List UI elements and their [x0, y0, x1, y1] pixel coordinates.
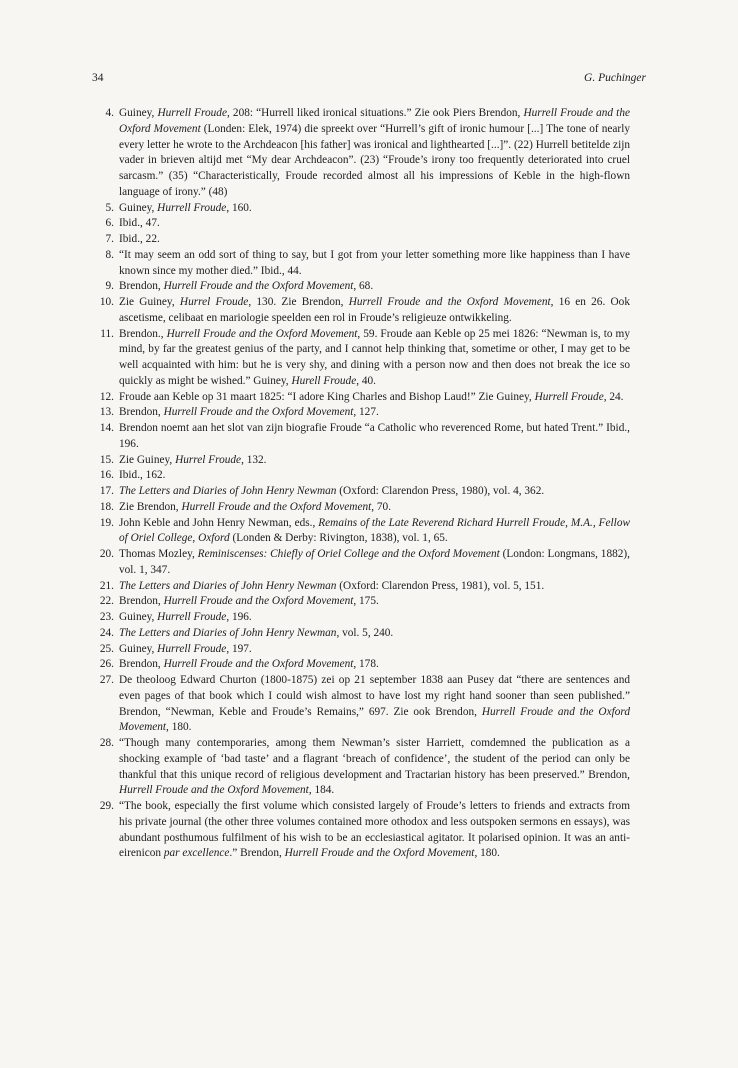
endnote-20	[92, 547, 630, 579]
endnote-10	[92, 295, 630, 327]
endnote-text: , 175.	[353, 595, 379, 608]
endnote-7	[92, 232, 630, 248]
endnote-text: , 178.	[353, 658, 379, 671]
page-number: 34	[92, 72, 104, 84]
endnote-text: , vol. 5, 240.	[336, 626, 394, 639]
endnote-number: 13 .	[92, 405, 114, 421]
endnote-26	[92, 657, 630, 673]
endnote-italic-title: Hurrel Froude	[179, 296, 249, 308]
endnote-number: 14 .	[92, 421, 114, 437]
endnote-28	[92, 736, 630, 799]
endnote-text: Brendon,	[119, 406, 164, 419]
endnote-29	[92, 799, 630, 862]
endnote-text: Brendon.,	[119, 327, 167, 340]
endnote-21	[92, 579, 630, 595]
endnote-12	[92, 390, 630, 406]
endnote-17	[92, 484, 630, 500]
endnote-text: Brendon,	[119, 280, 164, 293]
endnote-text: Zie Guiney,	[119, 453, 176, 466]
endnote-italic-title: The Letters and Diaries of John Henry Newman	[119, 579, 337, 592]
endnote-9	[92, 279, 630, 295]
endnote-italic-title: Remains of the Late Reverend Richard Hurrell Froude, M.A., Fellow of Oriel College, Oxford	[119, 516, 631, 545]
endnote-italic-title: Hurrell Froude and the Oxford Movement	[119, 784, 309, 797]
endnote-italic-title: Hurrell Froude and the Oxford Movement	[181, 500, 372, 513]
endnote-number: 24 .	[92, 626, 114, 642]
endnote-italic-title: Hurrell Froude and the Oxford Movement	[119, 705, 630, 734]
endnote-text: (Oxford: Clarendon Press, 1980), vol. 4, 362.	[336, 485, 545, 497]
endnote-text: , 180.	[474, 847, 500, 860]
endnote-text: Guiney,	[119, 611, 158, 623]
endnote-number: 22 .	[92, 594, 114, 610]
endnote-16	[92, 468, 630, 484]
endnote-text: “The book, especially the first volume which consisted largely of Froude’s letters to friends and extracts from his private journal (the other three volumes contained more othodox and less outspoken sermons en essays), was abundant posthumous fulfilment of his wish to be an ecclesiastical agitator. It polarised opinion. It was an anti-eirenicon	[119, 800, 630, 860]
endnote-number: 19 .	[92, 516, 114, 532]
endnote-text: Brendon noemt aan het slot van zijn biografie Froude “a Catholic who reverenced Rome, but hated Trent.” Ibid., 196.	[119, 422, 630, 450]
endnote-text: , 24.	[603, 390, 624, 403]
running-head-author: G. Puchinger	[584, 72, 646, 84]
endnote-text: (London: Longmans, 1882), vol. 1, 347.	[119, 548, 630, 576]
endnote-number: 20 .	[92, 547, 114, 563]
endnote-8	[92, 248, 630, 280]
endnote-number: 26 .	[92, 657, 114, 673]
endnote-14	[92, 421, 630, 453]
endnote-number: 23 .	[92, 610, 114, 626]
endnote-text: , 184.	[308, 784, 335, 797]
running-header	[92, 72, 646, 84]
endnote-5	[92, 201, 630, 217]
endnote-11	[92, 327, 630, 390]
endnote-text: Brendon,	[119, 658, 164, 671]
endnote-22	[92, 594, 630, 610]
endnote-number: 25 .	[92, 642, 114, 658]
endnote-text: , 130. Zie Brendon,	[248, 296, 349, 308]
endnote-number: 9 .	[92, 279, 114, 295]
endnote-15	[92, 453, 630, 469]
endnote-text: (Oxford: Clarendon Press, 1981), vol. 5, 151.	[336, 579, 545, 592]
endnote-number: 8 .	[92, 248, 114, 264]
endnote-27	[92, 673, 630, 736]
endnote-text: , 70.	[371, 500, 392, 513]
endnote-italic-title: The Letters and Diaries of John Henry Newman	[119, 485, 337, 497]
endnote-text: , 160.	[226, 201, 252, 214]
endnote-number: 12 .	[92, 390, 114, 406]
endnote-4	[92, 106, 630, 201]
endnote-text: “Though many contemporaries, among them Newman’s sister Harriett, comdemned the publication as a shocking example of ‘bad taste’ and a flagrant ‘breach of confidence’, the student of the period can only be thankful that this unique record of religious development and Tractarian history has been preserved.” Brendon,	[119, 737, 630, 781]
endnote-italic-title: The Letters and Diaries of John Henry Newman	[119, 626, 337, 639]
endnote-text: , 197.	[226, 642, 252, 655]
endnote-italic-title: Reminiscenses: Chiefly of Oriel College and the Oxford Movement	[197, 548, 500, 560]
endnote-italic-title: Hurrell Froude and the Oxford Movement	[163, 658, 354, 671]
endnote-number: 5 .	[92, 201, 114, 217]
endnote-italic-title: Hurrell Froude	[534, 390, 604, 403]
endnote-text: Guiney,	[119, 107, 158, 119]
endnote-italic-title: Hurrell Froude and the Oxford Movement	[163, 595, 354, 608]
endnote-19	[92, 516, 630, 548]
endnote-text: , 68.	[353, 280, 374, 293]
endnote-number: 17 .	[92, 484, 114, 500]
endnote-italic-title: Hurrell Froude	[157, 201, 227, 214]
endnote-number: 29 .	[92, 799, 114, 815]
endnote-number: 10 .	[92, 295, 114, 311]
endnote-text: , 59. Froude aan Keble op 25 mei 1826: “Newman is, to my mind, by far the greatest genius of the party, and I cannot help thinking that, sometime or other, I may get to be well acquainted with him: but he is very shy, and dining with a person now and then does not break the ice so quickly as might be wished.” Guiney,	[119, 327, 630, 387]
endnote-25	[92, 642, 630, 658]
endnote-italic-title: Hurrel Froude	[175, 453, 242, 466]
endnote-text: , 16 en 26. Ook ascetisme, celibaat en mariologie speelden een rol in Froude’s religieuze ontwikkeling.	[119, 296, 630, 324]
endnote-text: Froude aan Keble op 31 maart 1825: “I adore King Charles and Bishop Laud!” Zie Guiney,	[119, 390, 535, 403]
endnote-italic-title: Hurrell Froude and the Oxford Movement	[119, 107, 630, 135]
endnote-italic-title: Hurrell Froude and the Oxford Movement	[166, 327, 358, 340]
endnote-23	[92, 610, 630, 626]
endnote-text: Zie Guiney,	[119, 296, 180, 308]
endnote-text: John Keble and John Henry Newman, eds.,	[119, 516, 319, 529]
endnote-text: Ibid., 47.	[119, 217, 160, 230]
endnote-13	[92, 405, 630, 421]
endnote-18	[92, 500, 630, 516]
endnote-italic-title: Hurrell Froude and the Oxford Movement	[284, 847, 475, 860]
endnote-italic-title: Hurrell Froude and the Oxford Movement	[163, 406, 354, 419]
endnote-text: , 196.	[226, 611, 252, 623]
endnote-number: 11 .	[92, 327, 114, 343]
endnote-italic-title: Hurrell Froude	[157, 107, 227, 119]
endnote-italic-title: Hurrell Froude and the Oxford Movement	[348, 296, 551, 308]
endnote-text: Guiney,	[119, 642, 158, 655]
endnote-number: 7 .	[92, 232, 114, 248]
endnote-text: , 208: “Hurrell liked ironical situations.” Zie ook Piers Brendon,	[226, 107, 524, 119]
endnotes-list	[92, 106, 630, 862]
endnote-text: “It may seem an odd sort of thing to say, but I got from your letter something more like happiness than I have known since my mother died.” Ibid., 44.	[119, 248, 630, 277]
endnote-text: Guiney,	[119, 201, 158, 214]
endnote-number: 27 .	[92, 673, 114, 689]
endnote-italic-title: Hurrell Froude	[157, 642, 227, 655]
endnote-text: Ibid., 22.	[119, 233, 160, 245]
endnote-number: 21 .	[92, 579, 114, 595]
endnote-text: (Londen & Derby: Rivington, 1838), vol. 1, 65.	[229, 532, 448, 545]
endnote-number: 15 .	[92, 453, 114, 469]
endnote-number: 18 .	[92, 500, 114, 516]
endnote-text: Brendon,	[119, 595, 164, 608]
endnote-italic-title: Hurell Froude	[291, 374, 357, 387]
endnote-text: De theoloog Edward Churton (1800-1875) zei op 21 september 1838 aan Pusey dat “there are sentences and even pages of that book which I could wish almost to have lost my right hand sooner than seen published.” Brendon, “Newman, Keble and Froude’s Remains,” 697. Zie ook Brendon,	[119, 674, 630, 718]
endnote-text: , 132.	[241, 453, 267, 466]
endnote-text: , 127.	[353, 406, 379, 419]
endnote-text: Thomas Mozley,	[119, 548, 198, 560]
endnote-italic-title: par excellence	[163, 847, 230, 860]
endnote-text: .” Brendon,	[229, 847, 285, 860]
endnote-italic-title: Hurrell Froude and the Oxford Movement	[163, 280, 354, 293]
endnote-6	[92, 216, 630, 232]
endnote-text: , 40.	[356, 374, 376, 387]
endnote-number: 28 .	[92, 736, 114, 752]
endnote-text: Zie Brendon,	[119, 500, 182, 513]
endnote-24	[92, 626, 630, 642]
endnote-italic-title: Hurrell Froude	[157, 611, 227, 623]
endnote-text: Ibid., 162.	[119, 469, 166, 482]
endnote-number: 6 .	[92, 216, 114, 232]
endnote-number: 16 .	[92, 468, 114, 484]
endnote-number: 4 .	[92, 106, 114, 122]
endnote-text: , 180.	[166, 721, 192, 734]
endnote-text: (Londen: Elek, 1974) die spreekt over “Hurrell’s gift of ironic humour [...] The tone of nearly every letter he wrote to the Archdeacon [his father] was ironical and lighthearted [...]”. (22) Hurrell betitelde zijn vader in brieven altijd met “My dear Archdeacon”. (23) “Froude’s irony too frequently deteriorated into cruel sarcasm.” (35) “Characteristically, Froude recorded almost all his impressions of Keble in the high-flown language of irony.” (48)	[119, 122, 630, 198]
